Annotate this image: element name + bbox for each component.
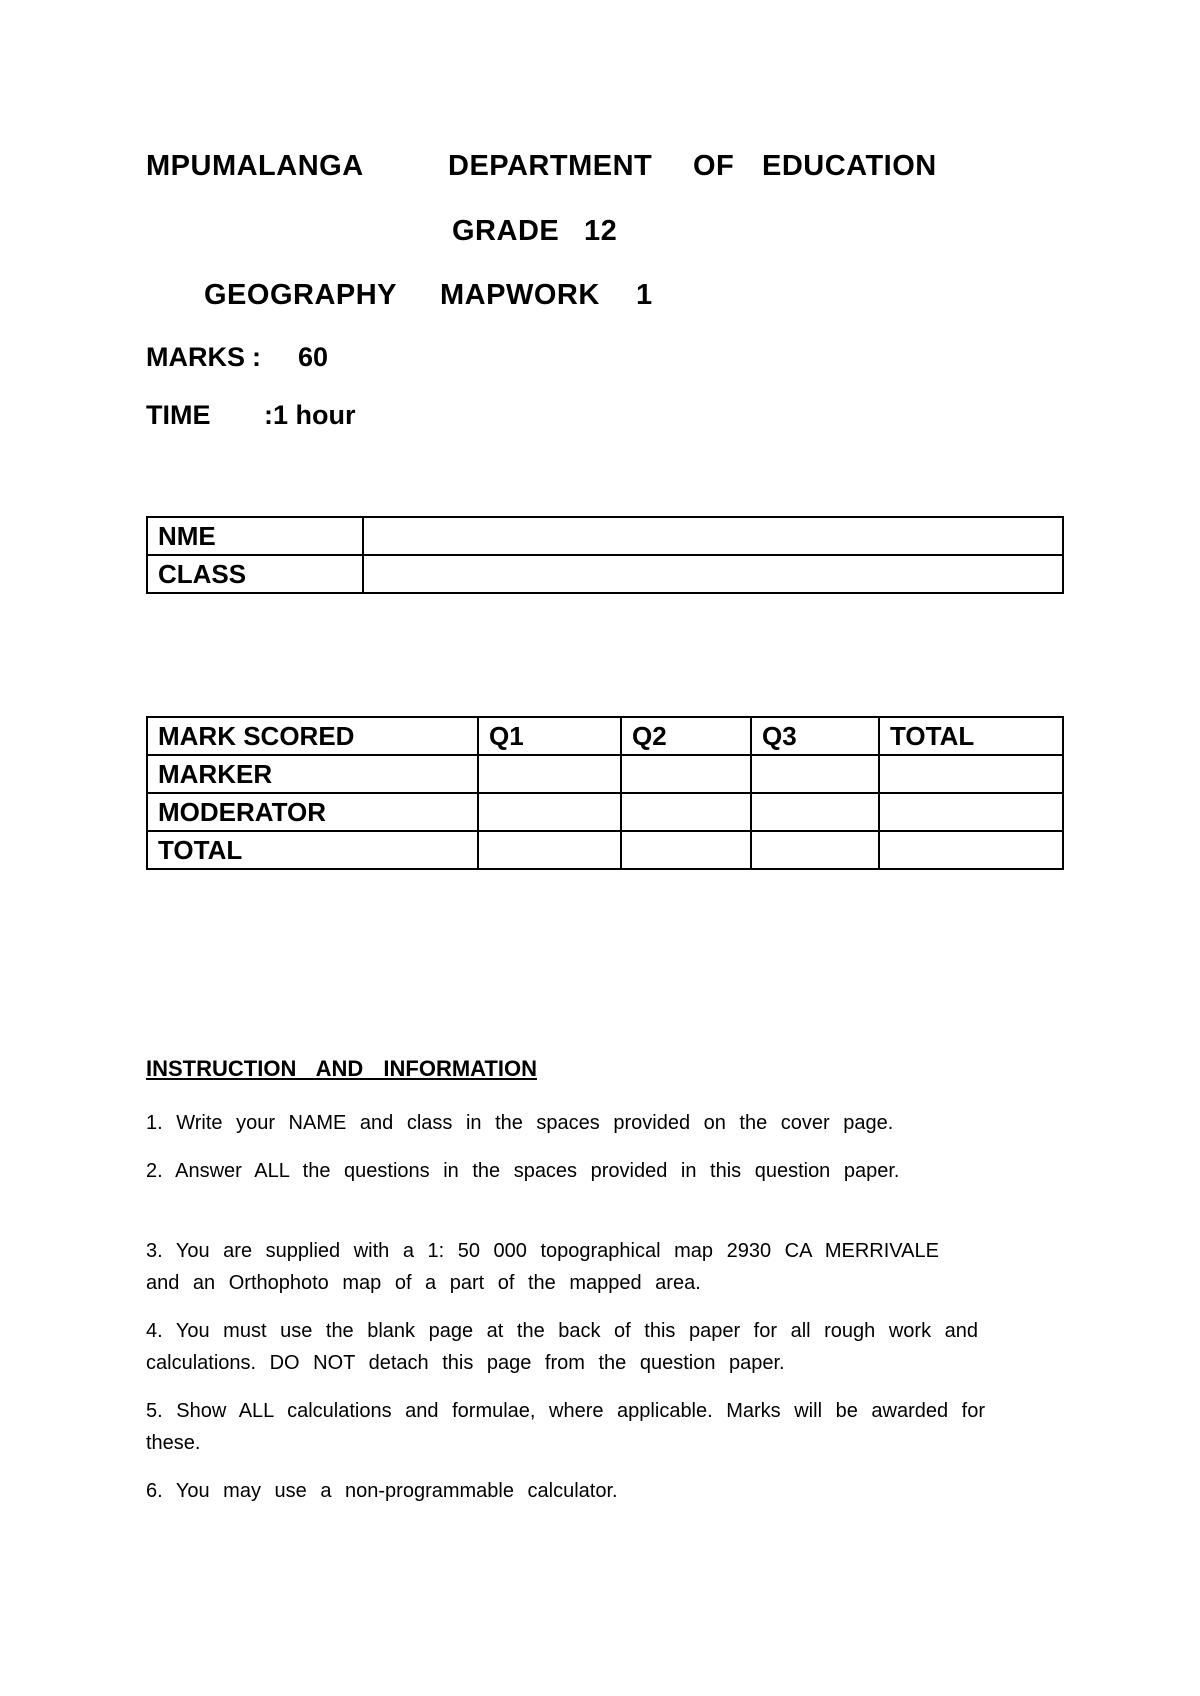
table-row	[147, 517, 1063, 555]
student-details-table	[146, 516, 1064, 594]
total-q3-cell[interactable]	[751, 831, 879, 869]
marks-value: 60	[298, 342, 329, 372]
instruction-item-6: 6. You may use a non-programmable calculator.	[146, 1480, 618, 1502]
row-label-total: TOTAL	[147, 831, 478, 869]
header-mark-scored: MARK SCORED	[147, 717, 478, 755]
header-subject: GEOGRAPHY	[204, 279, 398, 311]
instruction-item-1: 1. Write your NAME and class in the spaces provided on the cover page.	[146, 1112, 894, 1134]
header-grade-value: 12	[584, 215, 618, 247]
marker-q1-cell[interactable]	[478, 755, 621, 793]
moderator-q2-cell[interactable]	[621, 793, 751, 831]
instruction-item-3: 3. You are supplied with a 1: 50 000 topographical map 2930 CA MERRIVALE and an Orthophoto map of a part of the mapped area.	[146, 1240, 939, 1294]
score-table	[146, 716, 1064, 870]
marker-q3-cell[interactable]	[751, 755, 879, 793]
table-row	[147, 555, 1063, 593]
class-field[interactable]	[363, 555, 1063, 593]
table-row	[147, 793, 1063, 831]
marker-q2-cell[interactable]	[621, 755, 751, 793]
total-q1-cell[interactable]	[478, 831, 621, 869]
header-paper-number: 1	[636, 279, 653, 311]
header-department: DEPARTMENT	[448, 150, 653, 182]
total-q2-cell[interactable]	[621, 831, 751, 869]
time-label: TIME	[146, 400, 211, 430]
header-total: TOTAL	[879, 717, 1063, 755]
instruction-item-2: 2. Answer ALL the questions in the spaces provided in this question paper.	[146, 1160, 900, 1182]
instruction-item-5: 5. Show ALL calculations and formulae, where applicable. Marks will be awarded for these.	[146, 1400, 985, 1454]
header-paper: MAPWORK	[440, 279, 600, 311]
row-label-marker: MARKER	[147, 755, 478, 793]
class-label: CLASS	[147, 555, 363, 593]
table-row	[147, 755, 1063, 793]
row-label-moderator: MODERATOR	[147, 793, 478, 831]
marks-separator: :	[252, 342, 261, 372]
instruction-item-4: 4. You must use the blank page at the back of this paper for all rough work and calculations. DO NOT detach this page from the question paper.	[146, 1320, 979, 1374]
instructions-title: INSTRUCTION AND INFORMATION	[146, 1056, 537, 1081]
table-row	[147, 831, 1063, 869]
score-header-row	[147, 717, 1063, 755]
name-field[interactable]	[363, 517, 1063, 555]
header-grade-label: GRADE	[452, 215, 560, 247]
name-label: NME	[147, 517, 363, 555]
marker-total-cell[interactable]	[879, 755, 1063, 793]
header-education: EDUCATION	[762, 150, 937, 182]
header-province: MPUMALANGA	[146, 150, 364, 182]
header-q1: Q1	[478, 717, 621, 755]
header-of: OF	[693, 150, 735, 182]
marks-label: MARKS	[146, 342, 245, 372]
moderator-q1-cell[interactable]	[478, 793, 621, 831]
moderator-q3-cell[interactable]	[751, 793, 879, 831]
time-value: :1 hour	[264, 400, 356, 430]
header-q3: Q3	[751, 717, 879, 755]
total-total-cell[interactable]	[879, 831, 1063, 869]
header-q2: Q2	[621, 717, 751, 755]
moderator-total-cell[interactable]	[879, 793, 1063, 831]
